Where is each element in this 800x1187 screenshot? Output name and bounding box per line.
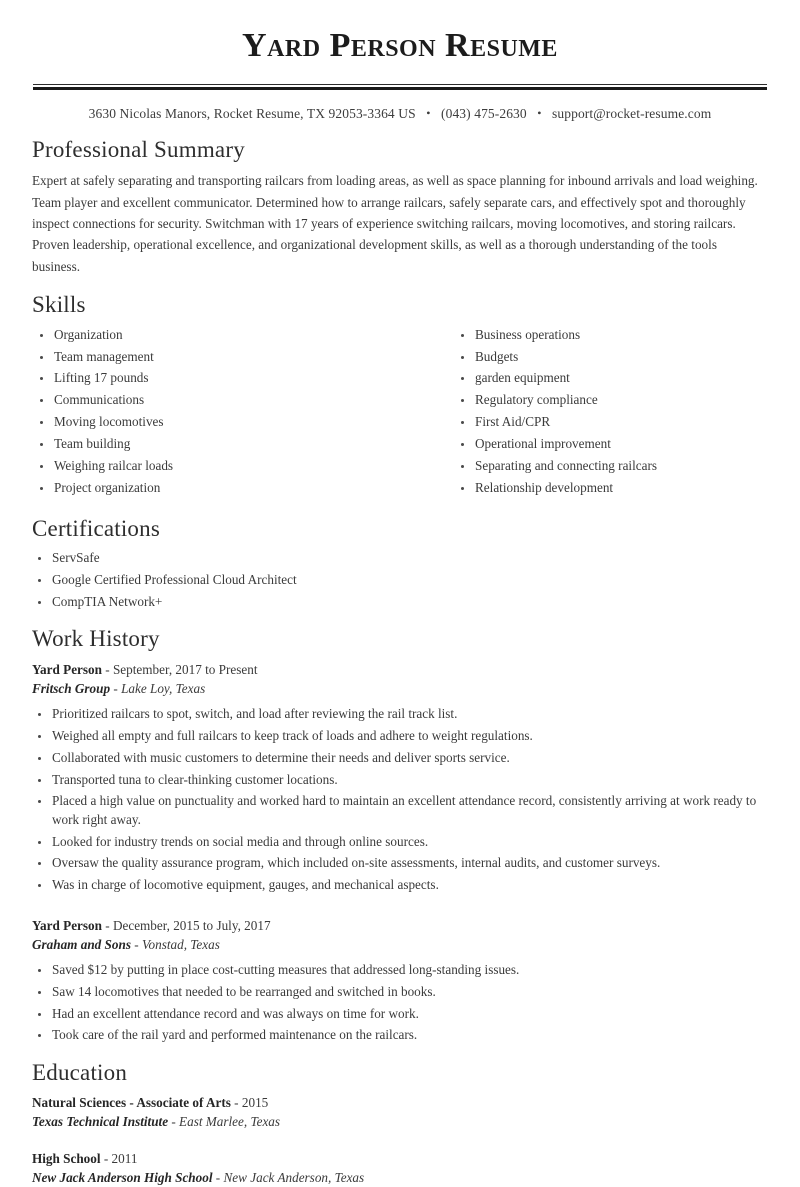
list-item: Oversaw the quality assurance program, which included on-site assessments, internal audits, and customer surveys. — [30, 854, 770, 872]
skills-column-left — [32, 326, 401, 501]
list-item: Weighing railcar loads — [32, 457, 401, 475]
section-title-work-history: Work History — [32, 626, 160, 652]
education-school: Texas Technical Institute — [32, 1114, 169, 1130]
education-entry — [30, 1093, 770, 1131]
contact-separator-1: • — [426, 105, 431, 120]
list-item: Organization — [32, 326, 401, 344]
work-history-entry — [30, 916, 770, 1045]
education-year: 2011 — [111, 1150, 138, 1166]
skills-list-left — [32, 326, 401, 497]
certifications-list — [30, 549, 770, 611]
section-work-history — [30, 625, 770, 1045]
list-item: Collaborated with music customers to determine their needs and deliver sports service. — [30, 749, 770, 767]
education-location: New Jack Anderson, Texas — [223, 1169, 365, 1185]
education-heading — [32, 1093, 770, 1112]
list-item: Took care of the rail yard and performed maintenance on the railcars. — [30, 1026, 770, 1044]
education-dash: - — [230, 1095, 242, 1111]
header-divider — [30, 84, 770, 90]
section-professional-summary — [30, 136, 770, 277]
job-subheading — [32, 679, 770, 698]
list-item: ServSafe — [30, 549, 770, 567]
job-company: Fritsch Group — [32, 680, 111, 696]
list-item: Communications — [32, 391, 401, 409]
job-bullets — [30, 961, 770, 1045]
section-title-certifications: Certifications — [32, 515, 160, 541]
education-location: East Marlee, Texas — [179, 1114, 281, 1130]
contact-line — [30, 106, 770, 122]
list-item: Regulatory compliance — [453, 391, 770, 409]
job-dash: - — [110, 680, 122, 696]
contact-address: 3630 Nicolas Manors, Rocket Resume, TX 92053-3364 US — [88, 105, 416, 121]
list-item: Had an excellent attendance record and was always on time for work. — [30, 1005, 770, 1023]
list-item: Placed a high value on punctuality and worked hard to maintain an excellent attendance record, consistently arriving at work ready to work right away. — [30, 792, 770, 829]
education-degree: High School — [32, 1150, 101, 1166]
job-heading — [32, 660, 770, 679]
list-item: Looked for industry trends on social media and through online sources. — [30, 833, 770, 851]
list-item: Prioritized railcars to spot, switch, and load after reviewing the rail track list. — [30, 705, 770, 723]
job-bullets — [30, 705, 770, 895]
job-heading — [32, 916, 770, 935]
education-dash: - — [168, 1114, 180, 1130]
education-subheading — [32, 1112, 770, 1131]
list-item: CompTIA Network+ — [30, 593, 770, 611]
job-dash: - — [101, 917, 113, 933]
education-degree: Natural Sciences - Associate of Arts — [32, 1095, 231, 1111]
education-entry — [30, 1149, 770, 1187]
contact-email[interactable]: support@rocket-resume.com — [552, 105, 712, 121]
list-item: Team management — [32, 348, 401, 366]
section-skills — [30, 291, 770, 500]
job-location: Vonstad, Texas — [141, 936, 220, 952]
page-title: Yard Person Resume — [242, 27, 558, 64]
section-certifications — [30, 515, 770, 612]
contact-separator-2: • — [537, 105, 542, 120]
list-item: Google Certified Professional Cloud Architect — [30, 571, 770, 589]
list-item: Saved $12 by putting in place cost-cutting measures that addressed long-standing issues. — [30, 961, 770, 979]
list-item: Weighed all empty and full railcars to keep track of loads and adhere to weight regulations. — [30, 727, 770, 745]
list-item: Project organization — [32, 479, 401, 497]
skills-column-right — [401, 326, 770, 501]
list-item: Transported tuna to clear-thinking customer locations. — [30, 771, 770, 789]
section-title-skills: Skills — [32, 292, 86, 318]
job-title: Yard Person — [32, 917, 102, 933]
list-item: Saw 14 locomotives that needed to be rearranged and switched in books. — [30, 983, 770, 1001]
list-item: Operational improvement — [453, 435, 770, 453]
education-dash: - — [212, 1169, 224, 1185]
list-item: Moving locomotives — [32, 413, 401, 431]
list-item: Team building — [32, 435, 401, 453]
education-dash: - — [100, 1150, 112, 1166]
job-subheading — [32, 935, 770, 954]
skills-list-right — [453, 326, 770, 497]
education-year: 2015 — [241, 1095, 269, 1111]
job-company: Graham and Sons — [32, 936, 131, 952]
job-dates: December, 2015 to July, 2017 — [112, 917, 271, 933]
education-subheading — [32, 1168, 770, 1187]
list-item: Lifting 17 pounds — [32, 369, 401, 387]
list-item: Business operations — [453, 326, 770, 344]
list-item: Separating and connecting railcars — [453, 457, 770, 475]
skills-columns — [32, 326, 770, 501]
contact-phone: (043) 475-2630 — [441, 105, 527, 121]
resume-page — [0, 27, 800, 1185]
job-dash: - — [101, 661, 113, 677]
work-history-entry — [30, 660, 770, 895]
list-item: Relationship development — [453, 479, 770, 497]
education-school: New Jack Anderson High School — [32, 1169, 213, 1185]
summary-text: Expert at safely separating and transporting railcars from loading areas, as well as space planning for inbound arrivals and load weighing. Team player and excellent communicator. Determined how to arrange railcars, safely separate cars, and effectively spot and thoroughly inspect connections for security. Switchman with 17 years of experience switching railcars, moving locomotives, and storing railcars. Proven leadership, operational excellence, and organizational development skills, as well as a thorough understanding of the tools business. — [32, 173, 758, 274]
section-education — [30, 1059, 770, 1187]
section-title-summary: Professional Summary — [32, 136, 245, 162]
job-location: Lake Loy, Texas — [121, 680, 206, 696]
job-dash: - — [130, 936, 142, 952]
job-title: Yard Person — [32, 661, 102, 677]
job-dates: September, 2017 to Present — [112, 661, 258, 677]
divider-line-thick — [33, 87, 767, 90]
list-item: Budgets — [453, 348, 770, 366]
list-item: Was in charge of locomotive equipment, gauges, and mechanical aspects. — [30, 876, 770, 894]
section-title-education: Education — [32, 1059, 128, 1085]
list-item: First Aid/CPR — [453, 413, 770, 431]
education-heading — [32, 1149, 770, 1168]
list-item: garden equipment — [453, 369, 770, 387]
